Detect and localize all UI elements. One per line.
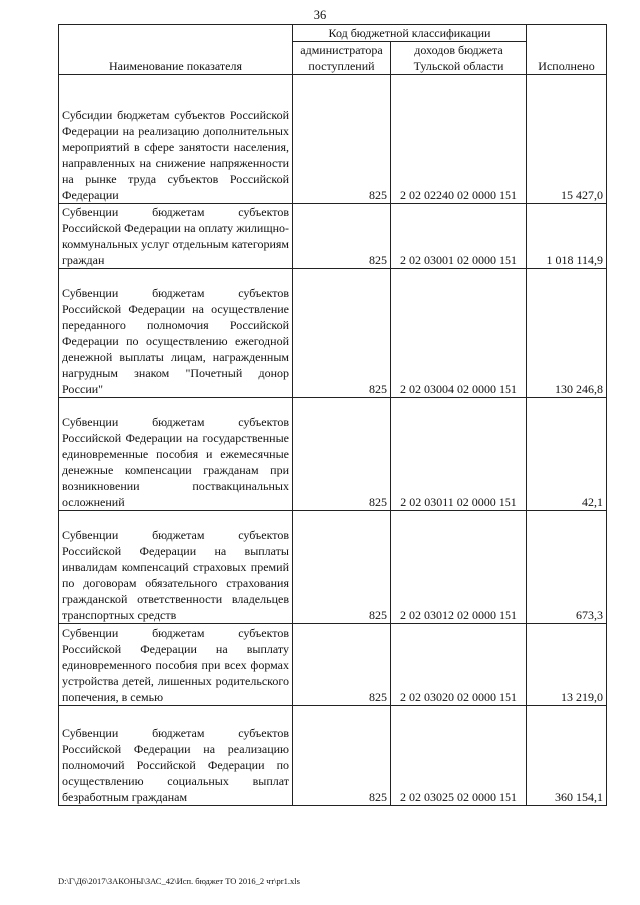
header-code-group: Код бюджетной классификации xyxy=(293,25,527,42)
header-executed: Исполнено xyxy=(527,25,607,75)
footer-file-path: D:\Г\Д6\2017\ЗАКОНЫ\ЗАС_42\Исп. бюджет ТО 2016_2 чт\pr1.xls xyxy=(58,876,300,886)
row-amount: 1 018 114,9 xyxy=(527,204,607,269)
header-admin: администратора поступлений xyxy=(293,42,391,75)
row-amount: 673,3 xyxy=(527,511,607,624)
row-revenue-code: 2 02 03004 02 0000 151 xyxy=(391,269,527,398)
page-number: 36 xyxy=(313,8,327,22)
row-revenue-code: 2 02 03001 02 0000 151 xyxy=(391,204,527,269)
row-amount: 130 246,8 xyxy=(527,269,607,398)
row-name: Субвенции бюджетам субъектов Российской Федерации на государственные единовременные пособия и ежемесячные денежные компенсации гражданам при возникновении поствакцинальных осложнений xyxy=(59,398,293,511)
row-revenue-code: 2 02 03012 02 0000 151 xyxy=(391,511,527,624)
table-row xyxy=(59,204,607,269)
row-admin-code: 825 xyxy=(293,624,391,706)
row-revenue-code: 2 02 03020 02 0000 151 xyxy=(391,624,527,706)
table-row xyxy=(59,511,607,624)
row-revenue-code: 2 02 03025 02 0000 151 xyxy=(391,706,527,806)
header-row-1 xyxy=(59,25,607,42)
row-revenue-code: 2 02 03011 02 0000 151 xyxy=(391,398,527,511)
row-amount: 15 427,0 xyxy=(527,75,607,204)
row-name: Субвенции бюджетам субъектов Российской Федерации на реализацию полномочий Российской Федерации по осуществлению социальных выплат безработным гражданам xyxy=(59,706,293,806)
row-name: Субвенции бюджетам субъектов Российской Федерации на осуществление переданного полномочия Российской Федерации по осуществлению ежегодной денежной выплаты лицам, награжденным нагрудным знаком "Почетный донор России" xyxy=(59,269,293,398)
table-row xyxy=(59,269,607,398)
budget-table xyxy=(58,24,607,806)
row-admin-code: 825 xyxy=(293,269,391,398)
row-name: Субвенции бюджетам субъектов Российской Федерации на выплату единовременного пособия при всех формах устройства детей, лишенных родительского попечения, в семью xyxy=(59,624,293,706)
row-admin-code: 825 xyxy=(293,204,391,269)
row-amount: 360 154,1 xyxy=(527,706,607,806)
row-revenue-code: 2 02 02240 02 0000 151 xyxy=(391,75,527,204)
row-amount: 42,1 xyxy=(527,398,607,511)
table-row xyxy=(59,75,607,204)
table-row xyxy=(59,398,607,511)
row-admin-code: 825 xyxy=(293,75,391,204)
row-name: Субвенции бюджетам субъектов Российской Федерации на выплаты инвалидам компенсаций страховых премий по договорам обязательного страхования гражданской ответственности владельцев транспортных средств xyxy=(59,511,293,624)
row-name: Субвенции бюджетам субъектов Российской Федерации на оплату жилищно-коммунальных услуг отдельным категориям граждан xyxy=(59,204,293,269)
header-revenue: доходов бюджета Тульской области xyxy=(391,42,527,75)
table-row xyxy=(59,624,607,706)
row-admin-code: 825 xyxy=(293,511,391,624)
row-amount: 13 219,0 xyxy=(527,624,607,706)
table-row xyxy=(59,706,607,806)
row-name: Субсидии бюджетам субъектов Российской Федерации на реализацию дополнительных мероприятий в сфере занятости населения, направленных на снижение напряженности на рынке труда субъектов Российской Федерации xyxy=(59,75,293,204)
row-admin-code: 825 xyxy=(293,706,391,806)
header-name: Наименование показателя xyxy=(59,25,293,75)
row-admin-code: 825 xyxy=(293,398,391,511)
